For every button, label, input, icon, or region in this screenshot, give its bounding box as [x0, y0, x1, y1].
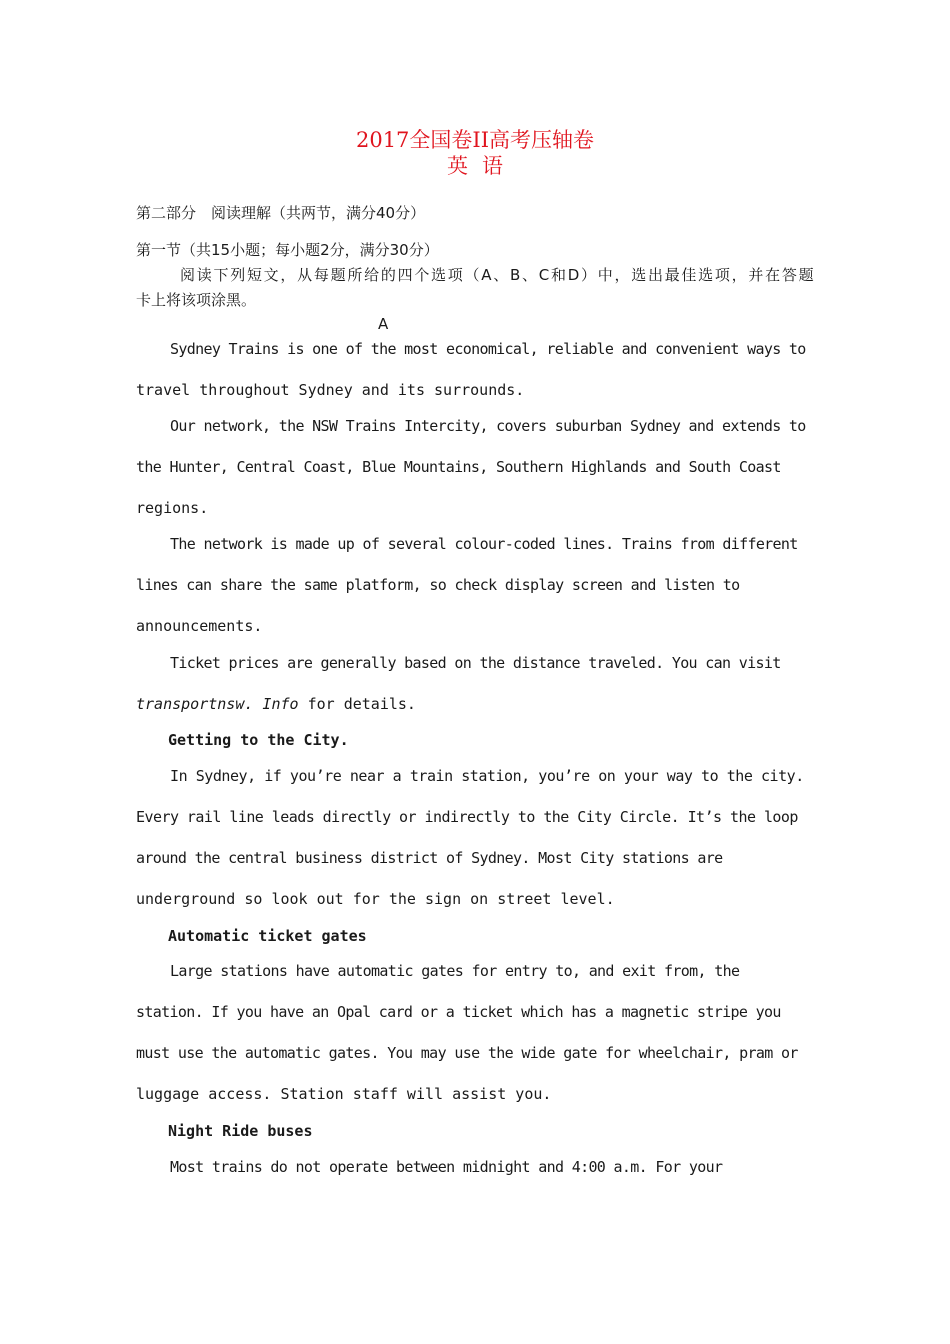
website-link[interactable]: transportnsw. Info — [136, 695, 299, 713]
passage-line: luggage access. Station staff will assist you. — [136, 1085, 552, 1103]
part-heading: 第二部分 阅读理解（共两节，满分40分） — [136, 204, 426, 222]
passage-line: Our network, the NSW Trains Intercity, covers suburban Sydney and extends to — [170, 417, 806, 435]
link-tail-text: for details. — [298, 695, 416, 713]
passage-line: regions. — [136, 499, 209, 517]
section-subheading: Night Ride buses — [168, 1122, 313, 1140]
passage-label: A — [378, 315, 389, 333]
passage-line: underground so look out for the sign on street level. — [136, 890, 615, 908]
passage-line: Most trains do not operate between midnight and 4:00 a.m. For your — [170, 1158, 723, 1176]
passage-line: lines can share the same platform, so check display screen and listen to — [136, 576, 740, 594]
passage-line: travel throughout Sydney and its surrounds. — [136, 381, 525, 399]
passage-line: must use the automatic gates. You may use the wide gate for wheelchair, pram or — [136, 1044, 798, 1062]
passage-line: Every rail line leads directly or indirectly to the City Circle. It’s the loop — [136, 808, 798, 826]
exam-title: 2017全国卷II高考压轴卷 — [355, 128, 595, 152]
passage-line: announcements. — [136, 617, 263, 635]
directions-line-2: 卡上将该项涂黑。 — [136, 291, 257, 309]
passage-line: The network is made up of several colour-coded lines. Trains from different — [170, 535, 798, 553]
passage-line: around the central business district of Sydney. Most City stations are — [136, 849, 723, 867]
passage-line: In Sydney, if you’re near a train station, you’re on your way to the city. — [170, 767, 804, 785]
passage-line: station. If you have an Opal card or a ticket which has a magnetic stripe you — [136, 1003, 781, 1021]
section-subheading: Automatic ticket gates — [168, 927, 367, 945]
passage-line: Large stations have automatic gates for entry to, and exit from, the — [170, 962, 740, 980]
passage-line: Ticket prices are generally based on the distance traveled. You can visit — [170, 654, 781, 672]
passage-line: the Hunter, Central Coast, Blue Mountains, Southern Highlands and South Coast — [136, 458, 781, 476]
passage-line-with-link — [136, 695, 416, 713]
subject-title: 英语 — [447, 154, 517, 178]
passage-line: Sydney Trains is one of the most economical, reliable and convenient ways to — [170, 340, 806, 358]
directions-line-1: 阅读下列短文，从每题所给的四个选项（A、B、C和D）中，选出最佳选项，并在答题 — [180, 266, 816, 284]
section-heading: 第一节（共15小题；每小题2分，满分30分） — [136, 241, 439, 259]
section-subheading: Getting to the City. — [168, 731, 349, 749]
